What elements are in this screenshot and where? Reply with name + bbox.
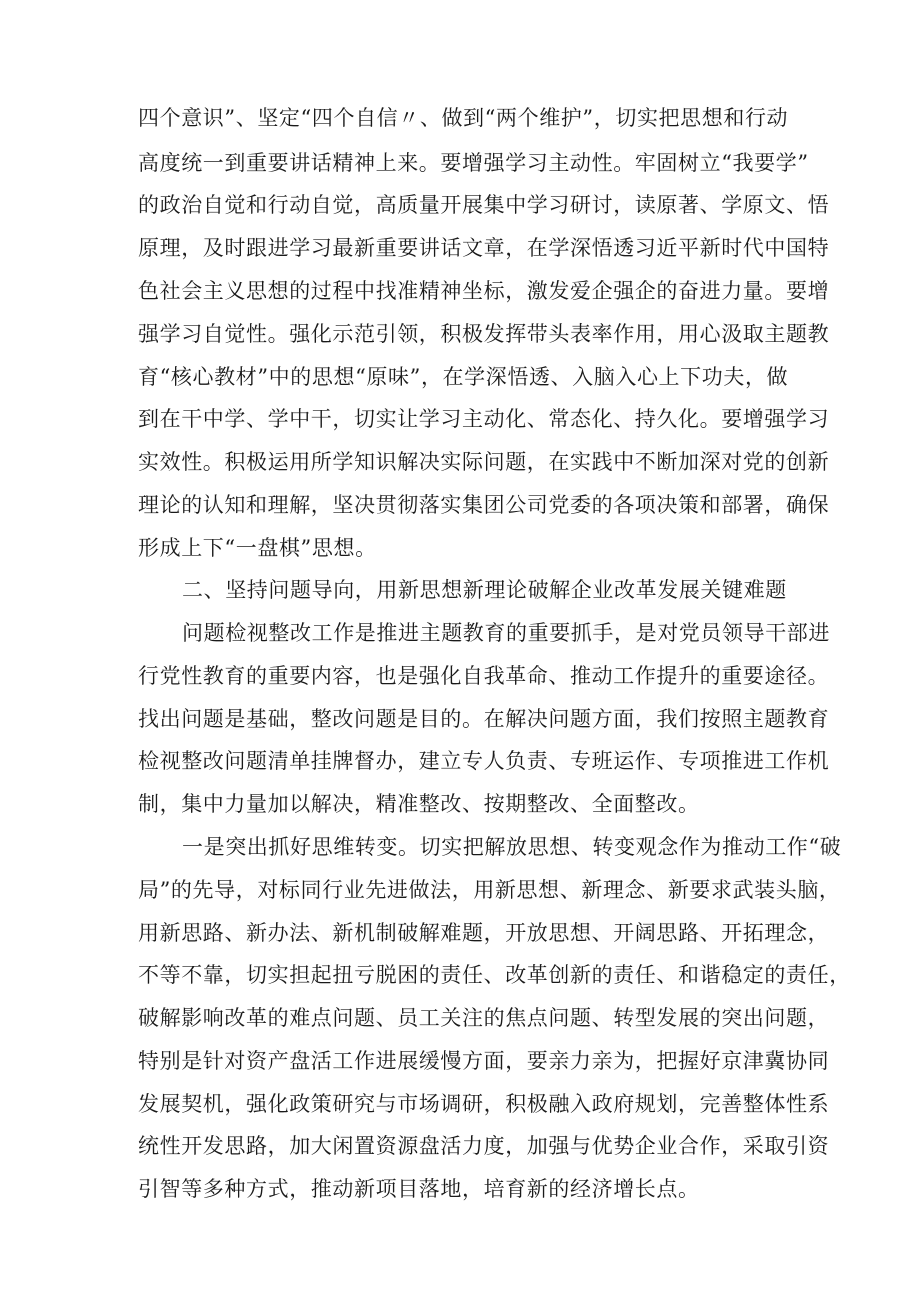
- paragraph-line: 问题检视整改工作是推进主题教育的重要抓手，是对党员领导干部进: [182, 621, 830, 645]
- paragraph-line: 育“核心教材”中的思想“原味”，在学深悟透、入脑入心上下功夫，做: [138, 365, 789, 389]
- paragraph-line: 高度统一到重要讲话精神上来。要增强学习主动性。牢固树立“我要学”: [138, 151, 809, 175]
- paragraph-line: 实效性。积极运用所学知识解决实际问题，在实践中不断加深对党的创新: [138, 450, 830, 474]
- paragraph-line: 检视整改问题清单挂牌督办，建立专人负责、专班运作、专项推进工作机: [138, 749, 830, 773]
- paragraph-line: 理论的认知和理解，坚决贯彻落实集团公司党委的各项决策和部署，确保: [138, 493, 830, 517]
- paragraph-line: 色社会主义思想的过程中找准精神坐标，激发爱企强企的奋进力量。要增: [138, 279, 830, 303]
- paragraph-line: 四个意识”、坚定“四个自信〃、做到“两个维护”，切实把思想和行动: [138, 106, 789, 130]
- paragraph-line: 强学习自觉性。强化示范引领，积极发挥带头表率作用，用心汲取主题教: [138, 322, 830, 346]
- paragraph-line: 不等不靠，切实担起扭亏脱困的责任、改革创新的责任、和谐稳定的责任，: [138, 963, 851, 987]
- paragraph-line: 统性开发思路，加大闲置资源盘活力度，加强与优势企业合作，采取引资: [138, 1134, 830, 1158]
- paragraph-line: 行党性教育的重要内容，也是强化自我革命、推动工作提升的重要途径。: [138, 664, 830, 688]
- paragraph-line: 到在干中学、学中干，切实让学习主动化、常态化、持久化。要增强学习: [138, 407, 830, 431]
- paragraph-line: 原理，及时跟进学习最新重要讲话文章，在学深悟透习近平新时代中国特: [138, 236, 830, 260]
- paragraph-line: 局”的先导，对标同行业先进做法，用新思想、新理念、新要求武装头脑，: [138, 878, 841, 902]
- paragraph-line: 特别是针对资产盘活工作进展缓慢方面，要亲力亲为，把握好京津冀协同: [138, 1049, 830, 1073]
- paragraph-line: 破解影响改革的难点问题、员工关注的焦点问题、转型发展的突出问题，: [138, 1006, 830, 1030]
- paragraph-line: 制，集中力量加以解决，精准整改、按期整改、全面整改。: [138, 792, 700, 816]
- paragraph-line: 发展契机，强化政策研究与市场调研，积极融入政府规划，完善整体性系: [138, 1092, 830, 1116]
- paragraph-line: 的政治自觉和行动自觉，高质量开展集中学习研讨，读原著、学原文、悟: [138, 193, 830, 217]
- paragraph-line: 用新思路、新办法、新机制破解难题，开放思想、开阔思路、开拓理念，: [138, 921, 830, 945]
- section-heading: 二、坚持问题导向，用新思想新理论破解企业改革发展关键难题: [182, 578, 787, 602]
- paragraph-line: 引智等多种方式，推动新项目落地，培育新的经济增长点。: [138, 1177, 700, 1201]
- paragraph-line: 一是突出抓好思维转变。切实把解放思想、转变观念作为推动工作“破: [182, 835, 842, 859]
- paragraph-line: 找出问题是基础，整改问题是目的。在解决问题方面，我们按照主题教育: [138, 707, 830, 731]
- paragraph-line: 形成上下“一盘棋”思想。: [138, 536, 377, 560]
